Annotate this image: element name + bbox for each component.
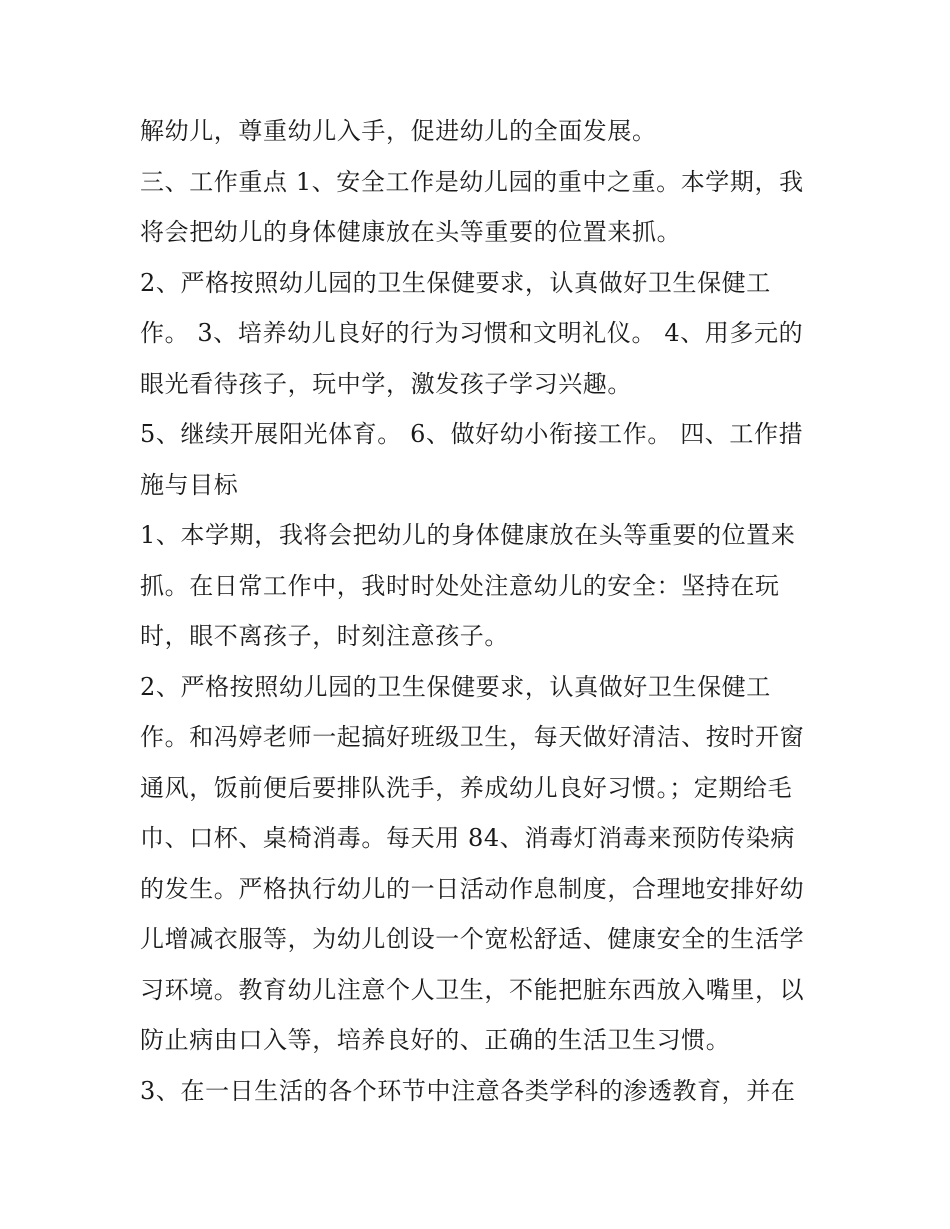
text-line: 抓。在日常工作中，我时时处处注意幼儿的安全：坚持在玩 [140,571,780,600]
text-line: 通风，饭前便后要排队洗手，养成幼儿良好习惯。；定期给毛 [140,773,793,802]
text-line: 1、本学期，我将会把幼儿的身体健康放在头等重要的位置来 [140,521,796,549]
text-line: 2、严格按照幼儿园的卫生保健要求，认真做好卫生保健工 [140,672,771,701]
text-line: 习环境。教育幼儿注意个人卫生，不能把脏东西放入嘴里，以 [140,975,805,1004]
text-line: 三、工作重点 1、安全工作是幼儿园的重中之重。本学期，我 [140,167,804,196]
text-line: 防止病由口入等，培养良好的、正确的生活卫生习惯。 [140,1026,731,1054]
text-line: 巾、口杯、桌椅消毒。每天用 84、消毒灯消毒来预防传染病 [140,824,795,852]
text-line: 3、在一日生活的各个环节中注意各类学科的渗透教育，并在 [140,1076,796,1105]
text-line: 5、继续开展阳光体育。 6、做好幼小衔接工作。 四、工作措 [140,420,804,448]
text-line: 将会把幼儿的身体健康放在头等重要的位置来抓。 [140,218,682,246]
text-line: 儿增减衣服等，为幼儿创设一个宽松舒适、健康安全的生活学 [140,925,805,953]
document-body [140,106,820,1116]
text-line: 解幼儿，尊重幼儿入手，促进幼儿的全面发展。 [140,117,657,145]
text-line: 作。 3、培养幼儿良好的行为习惯和文明礼仪。 4、用多元的 [140,319,804,347]
text-line: 施与目标 [140,470,239,499]
text-line: 时，眼不离孩子，时刻注意孩子。 [140,622,509,650]
text-line: 作。和冯婷老师一起搞好班级卫生，每天做好清洁、按时开窗 [140,723,805,751]
text-line: 2、严格按照幼儿园的卫生保健要求，认真做好卫生保健工 [140,268,771,297]
text-line: 眼光看待孩子，玩中学，激发孩子学习兴趣。 [140,369,632,398]
text-line: 的发生。严格执行幼儿的一日活动作息制度，合理地安排好幼 [140,874,805,903]
